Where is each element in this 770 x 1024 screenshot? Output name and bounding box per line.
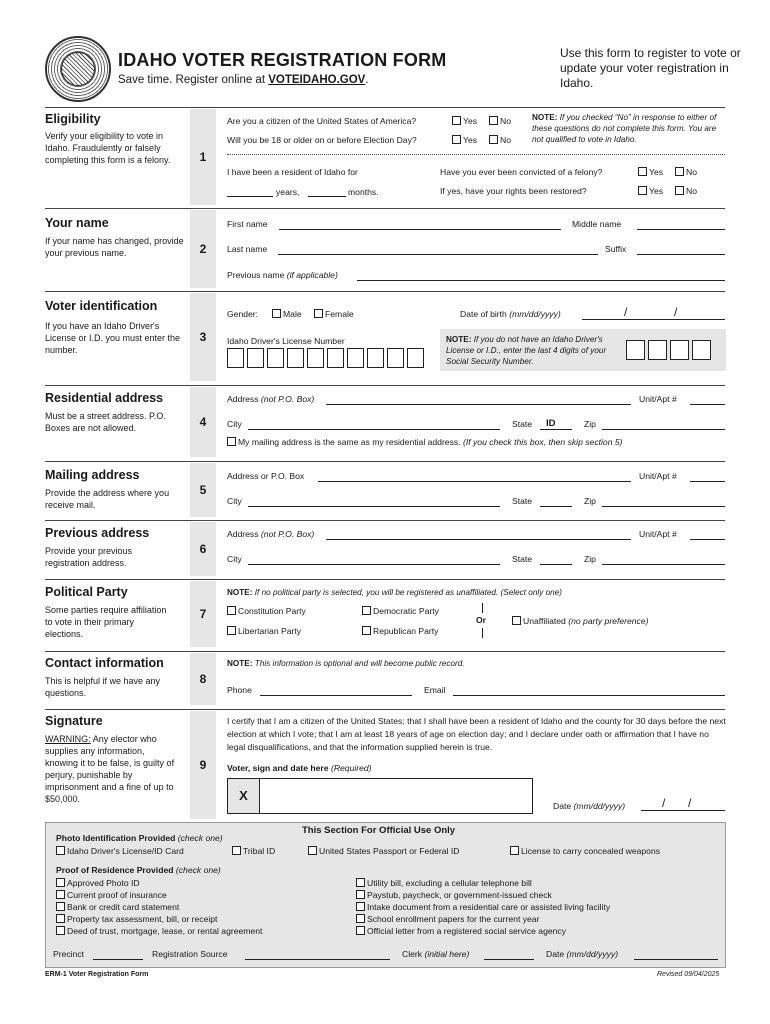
certification-text: I certify that I am a citizen of the United States; that I shall have been a resident of Idaho and the county for 30 days before the next election at which I vote; that I am at least 18 years of age on election day; and I declare under oath or affirmation that I have no legal disqualifications, and that the information supplied herein is true.: [227, 716, 726, 752]
republican-party-checkbox[interactable]: [362, 626, 371, 635]
mailing-unit-field[interactable]: [690, 481, 725, 482]
section-title-signature: Signature: [45, 714, 103, 728]
proof-insurance-checkbox[interactable]: [56, 890, 65, 899]
ssn-note: NOTE: If you do not have an Idaho Driver's License or I.D., enter the last 4 digits of your Social Security Number.: [446, 335, 607, 366]
residential-zip-field[interactable]: [602, 429, 725, 430]
residential-address-field[interactable]: [326, 404, 631, 405]
section-desc-party: Some parties require affiliation to vote in their primary elections.: [45, 605, 167, 639]
section-number-4: 4: [190, 387, 216, 457]
section-number-6: 6: [190, 522, 216, 576]
proof-bank-statement-checkbox[interactable]: [56, 902, 65, 911]
clerk-initial-field[interactable]: [484, 959, 534, 960]
middle-name-field[interactable]: [637, 229, 725, 230]
previous-city-field[interactable]: [248, 564, 500, 565]
age-no-checkbox[interactable]: [489, 135, 498, 144]
contact-note: NOTE: This information is optional and will become public record.: [227, 659, 465, 668]
gender-female-checkbox[interactable]: [314, 309, 323, 318]
age-question: Will you be 18 or older on or before Election Day?: [227, 135, 417, 145]
section-desc-eligibility: Verify your eligibility to vote in Idaho. Fraudulently or falsely completing this form is a felony.: [45, 131, 171, 165]
mailing-zip-field[interactable]: [602, 506, 725, 507]
residency-months-field[interactable]: [308, 196, 346, 197]
residency-years-field[interactable]: [227, 196, 273, 197]
proof-intake-document-checkbox[interactable]: [356, 902, 365, 911]
form-title: IDAHO VOTER REGISTRATION FORM: [118, 50, 447, 70]
previous-name-field[interactable]: [357, 280, 725, 281]
previous-zip-field[interactable]: [602, 564, 725, 565]
rights-no-checkbox[interactable]: [675, 186, 684, 195]
section-title-contact: Contact information: [45, 656, 164, 670]
section-desc-previous: Provide your previous registration address.: [45, 546, 133, 568]
ssn-note-panel: [440, 329, 726, 371]
section-number-9: 9: [190, 711, 216, 819]
section-desc-name: If your name has changed, provide your previous name.: [45, 236, 184, 258]
section-title-party: Political Party: [45, 585, 128, 599]
section-desc-voter-id: If you have an Idaho Driver's License or I.D. you must enter the number.: [45, 321, 181, 355]
section-title-name: Your name: [45, 216, 109, 230]
age-yes-checkbox[interactable]: [452, 135, 461, 144]
section-desc-residential: Must be a street address. P.O. Boxes are not allowed.: [45, 411, 166, 433]
form-subtitle: Save time. Register online at VOTEIDAHO.GOV.: [118, 74, 369, 86]
registration-source-field[interactable]: [245, 959, 390, 960]
signature-x-mark: X: [228, 779, 260, 813]
section-number-3: 3: [190, 293, 216, 381]
felony-question: Have you ever been convicted of a felony?: [440, 167, 603, 177]
voteidaho-link[interactable]: VOTEIDAHO.GOV: [268, 74, 366, 86]
drivers-license-label: Idaho Driver's License Number: [227, 336, 345, 346]
previous-address-field[interactable]: [326, 539, 631, 540]
proof-paystub-checkbox[interactable]: [356, 890, 365, 899]
same-mailing-checkbox[interactable]: [227, 437, 236, 446]
phone-field[interactable]: [260, 695, 412, 696]
proof-property-tax-checkbox[interactable]: [56, 914, 65, 923]
section-number-1: 1: [190, 109, 216, 205]
previous-unit-field[interactable]: [690, 539, 725, 540]
section-desc-contact: This is helpful if we have any questions.: [45, 676, 161, 698]
mailing-address-field[interactable]: [318, 481, 631, 482]
section-number-8: 8: [190, 653, 216, 705]
section-title-residential: Residential address: [45, 391, 164, 405]
section-number-7: 7: [190, 581, 216, 647]
eligibility-note: NOTE: If you checked “No” in response to either of these questions do not complete this form. You are not qualified to vote in Idaho.: [532, 113, 717, 144]
residency-label: I have been a resident of Idaho for: [227, 167, 358, 177]
section-title-voter-id: Voter identification: [45, 299, 158, 313]
photo-id-concealed-license-checkbox[interactable]: [510, 846, 519, 855]
last-name-field[interactable]: [278, 254, 598, 255]
citizen-no-checkbox[interactable]: [489, 116, 498, 125]
section-title-mailing: Mailing address: [45, 468, 140, 482]
rights-yes-checkbox[interactable]: [638, 186, 647, 195]
precinct-field[interactable]: [93, 959, 143, 960]
official-use-title: This Section For Official Use Only: [302, 825, 456, 836]
photo-id-passport-checkbox[interactable]: [308, 846, 317, 855]
section-title-eligibility: Eligibility: [45, 112, 101, 126]
sign-label: Voter, sign and date here (Required): [227, 763, 372, 773]
photo-id-drivers-license-checkbox[interactable]: [56, 846, 65, 855]
residential-city-field[interactable]: [248, 429, 500, 430]
constitution-party-checkbox[interactable]: [227, 606, 236, 615]
footer-revised: Revised 09/04/2025: [657, 971, 720, 978]
unaffiliated-checkbox[interactable]: [512, 616, 521, 625]
democratic-party-checkbox[interactable]: [362, 606, 371, 615]
mailing-city-field[interactable]: [248, 506, 500, 507]
photo-id-tribal-checkbox[interactable]: [232, 846, 241, 855]
signature-box[interactable]: [227, 778, 533, 814]
email-field[interactable]: [453, 695, 725, 696]
first-name-field[interactable]: [279, 229, 561, 230]
mailing-state-field[interactable]: [540, 506, 572, 507]
idaho-seal-icon: [45, 36, 111, 102]
official-use-section: This Section For Official Use Only Photo Identification Provided (check one) Idaho Driver's License/ID Card Tribal ID United States Passport or Federal ID License to carry concealed weapons Proof of Residence Provided (check one) Approved Photo ID Current proof of insurance Bank or credit card statement Property tax assessment, bill, or receipt Deed of trust, mortgage, lease, or rental agreement Utility bill, excluding a cellular telephone bill Paystub, paycheck, or government-issued check Intake document from a residential care or assisted living facility School enrollment papers for the current year Official letter from a registered social service agency Precinct Registration Source Clerk (initial here) Date (mm/dd/yyyy): [45, 822, 726, 968]
proof-social-service-letter-checkbox[interactable]: [356, 926, 365, 935]
section-number-2: 2: [190, 210, 216, 288]
felony-yes-checkbox[interactable]: [638, 167, 647, 176]
date-of-birth-field[interactable]: [582, 319, 725, 320]
residential-unit-field[interactable]: [690, 404, 725, 405]
felony-no-checkbox[interactable]: [675, 167, 684, 176]
proof-utility-bill-checkbox[interactable]: [356, 878, 365, 887]
libertarian-party-checkbox[interactable]: [227, 626, 236, 635]
citizen-question: Are you a citizen of the United States of America?: [227, 116, 417, 126]
proof-deed-checkbox[interactable]: [56, 926, 65, 935]
signature-date-field[interactable]: [641, 810, 725, 811]
citizen-yes-checkbox[interactable]: [452, 116, 461, 125]
previous-state-field[interactable]: [540, 564, 572, 565]
party-note: NOTE: If no political party is selected, you will be registered as unaffiliated. (Select only one): [227, 588, 562, 597]
form-intro: Use this form to register to vote or update your voter registration in Idaho.: [560, 46, 741, 90]
section-desc-mailing: Provide the address where you receive mail.: [45, 488, 170, 510]
section-number-5: 5: [190, 463, 216, 517]
footer-form-id: ERM-1 Voter Registration Form: [45, 971, 149, 978]
proof-photo-id-checkbox[interactable]: [56, 878, 65, 887]
suffix-field[interactable]: [637, 254, 725, 255]
rights-question: If yes, have your rights been restored?: [440, 186, 587, 196]
section-desc-signature: WARNING: Any elector who supplies any information, knowing it to be false, is guilty of perjury, punishable by imprisonment and a fine of up to $50,000.: [45, 734, 175, 804]
form-page: IDAHO VOTER REGISTRATION FORM Save time. Register online at VOTEIDAHO.GOV. Use this form to register to vote or update your voter registration in Idaho. Eligibility Verify your eligibility to vote in Idaho. Fraudulently or falsely completing this form is a felony. 1 Are you a citizen of the United States of America? Yes No Will you be 18 or older on or before Election Day? Yes No NOTE: If you checked “No” in response to either of these questions do not complete this form. You are not qualified to vote in Idaho. I have been a resident of Idaho for years, months. Have you ever been convicted of a felony? Yes No If yes, have your rights been restored? Yes No Your name If your name has changed, provide your previous name. 2 First name Middle name Last name Suffix Previous name (if applicable) Voter identification If you have an Idaho Driver's License or I.D. you must enter the number. 3 Gender: Male Female Date of birth (mm/dd/yyyy) / / Idaho Driver's License Number NOTE: If you do not have an Idaho Driver's License or I.D., enter the last 4 digits of your Social Security Number. Residential address Must be a street address. P.O. Boxes are not allowed. 4 Address (not P.O. Box) Unit/Apt # City State ID Zip My mailing address is the same as my residential address. (If you check this box, then skip section 5) Mailing address Provide the address where you receive mail. 5 Address or P.O. Box Unit/Apt # City State Zip Previous address Provide your previous registration address. 6 Address (not P.O. Box) Unit/Apt # City State Zip Political Party Some parties require affiliation to vote in their primary elections. 7 NOTE: If no political party is selected, you will be registered as unaffiliated. (Select only one) Constitution Party Democratic Party Libertarian Party Republican Party Or Unaffiliated (no party preference) Contact information This is helpful if we have any questions. 8 NOTE: This information is optional and will become public record. Phone Email Signature WARNING: Any elector who supplies any information, knowing it to be false, is guilty of perjury, punishable by imprisonment and a fine of up to $50,000. 9 I certify that I am a citizen of the United States; that I shall have been a resident of Idaho and the county for 30 days before the next election at which I vote; that I am at least 18 years of age on election day; and I declare under oath or affirmation that I have no legal disqualifications, and that the information supplied herein is true. Voter, sign and date here (Required) X Date (mm/dd/yyyy) / / This Section For Official Use Only Photo Identification Provided (check one) Idaho Driver's License/ID Card Tribal ID United States Passport or Federal ID License to carry concealed weapons Proof of Residence Provided (check one) Approved Photo ID Current proof of insurance Bank or credit card statement Property tax assessment, bill, or receipt Deed of trust, mortgage, lease, or rental agreement Utility bill, excluding a cellular telephone bill Paystub, paycheck, or government-issued check Intake document from a residential care or assisted living facility School enrollment papers for the current year Official letter from a registered social service agency Precinct Registration Source Clerk (initial here) Date (mm/dd/yyyy) ERM-1 Voter Registration Form Revised 09/04/2025: [0, 0, 770, 1024]
proof-school-enrollment-checkbox[interactable]: [356, 914, 365, 923]
section-title-previous: Previous address: [45, 526, 150, 540]
official-date-field[interactable]: [634, 959, 718, 960]
gender-male-checkbox[interactable]: [272, 309, 281, 318]
residential-state-value: ID: [546, 418, 556, 429]
